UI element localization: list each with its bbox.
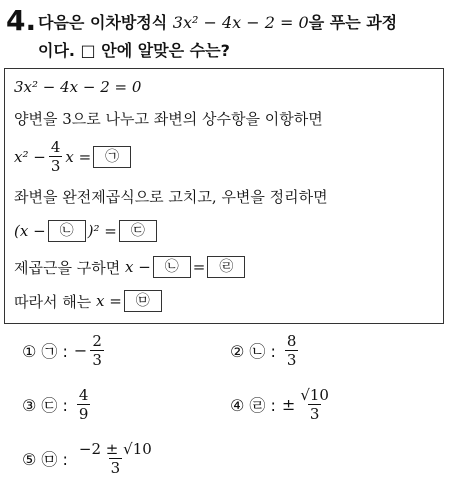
- line6-text: 제곱근을 구하면: [14, 258, 121, 277]
- choice-3-den: 9: [78, 405, 89, 423]
- line7-x: x =: [96, 292, 122, 310]
- stem-text-1: 다음은 이차방정식: [38, 13, 168, 32]
- choice-3-fraction: [77, 386, 91, 423]
- choice-1-num: 2: [92, 332, 102, 350]
- frac-den: 3: [50, 157, 61, 175]
- choice-5-num: −2 ± √10: [78, 440, 152, 458]
- choice-5-label: ⑤ ㉤ :: [22, 450, 68, 469]
- choice-2-num: 8: [286, 332, 297, 350]
- choice-2[interactable]: [230, 332, 301, 369]
- box-line-5: [14, 220, 159, 242]
- box-line-1: 3x² − 4x − 2 = 0: [14, 78, 142, 96]
- blank-a: ㉠: [93, 146, 131, 168]
- choice-1-den: 3: [92, 351, 102, 369]
- question-number: 4.: [6, 4, 37, 37]
- blank-b-2: ㉡: [153, 256, 191, 278]
- choice-3[interactable]: [22, 386, 93, 423]
- box-line-7: [14, 290, 164, 312]
- line5-a: (x −: [14, 222, 46, 240]
- line7-text: 따라서 해는: [14, 292, 92, 311]
- choice-2-den: 3: [286, 351, 297, 369]
- choice-1-fraction: [90, 332, 104, 369]
- frac-num: 4: [50, 138, 61, 156]
- blank-b: ㉡: [48, 220, 86, 242]
- line5-b: )² =: [87, 222, 117, 240]
- blank-d: ㉣: [207, 256, 245, 278]
- choice-4-fraction: [298, 386, 331, 423]
- choice-1[interactable]: [22, 332, 107, 369]
- question-stem-line1: [38, 10, 397, 33]
- choice-4-den: 3: [309, 405, 320, 423]
- choice-5-den: 3: [110, 459, 121, 477]
- choice-4-sign: ±: [281, 395, 296, 414]
- stem-text-2: 을 푸는 과정: [308, 13, 398, 32]
- box-line-6: [14, 256, 247, 278]
- line6-eq: =: [192, 258, 206, 276]
- box-line-3: [14, 138, 133, 175]
- choice-5[interactable]: [22, 440, 157, 477]
- box-line-4: 좌변을 완전제곱식으로 고치고, 우변을 정리하면: [14, 188, 328, 206]
- question-stem-line2: 이다. □ 안에 알맞은 수는?: [38, 41, 230, 60]
- choice-2-label: ② ㉡ :: [230, 342, 276, 361]
- choice-1-sign: −: [73, 341, 88, 360]
- stem-equation: 3x² − 4x − 2 = 0: [172, 13, 309, 32]
- choice-3-label: ③ ㉢ :: [22, 396, 68, 415]
- choice-5-fraction: [77, 440, 154, 477]
- line6-x: x −: [124, 258, 151, 276]
- choice-3-num: 4: [78, 386, 89, 404]
- choice-4-label: ④ ㉣ :: [230, 396, 276, 415]
- choice-1-label: ① ㉠ :: [22, 342, 68, 361]
- fraction-4-3: [49, 138, 63, 175]
- blank-e: ㉤: [124, 290, 162, 312]
- line3-left: x² −: [14, 147, 46, 166]
- line3-right: x =: [65, 147, 92, 166]
- box-line-2: 양변을 3으로 나누고 좌변의 상수항을 이항하면: [14, 110, 323, 128]
- blank-c: ㉢: [119, 220, 157, 242]
- choice-4[interactable]: [230, 386, 334, 423]
- choice-2-fraction: [285, 332, 299, 369]
- choice-4-num: √10: [300, 386, 329, 404]
